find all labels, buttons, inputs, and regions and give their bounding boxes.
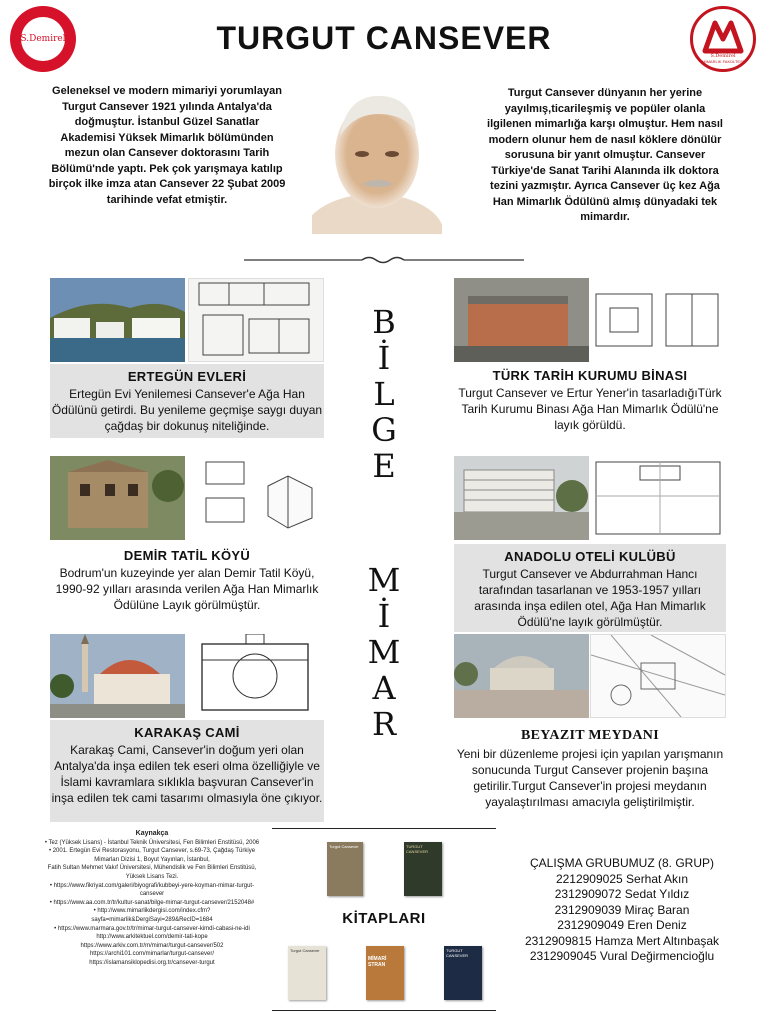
- ertegun-text: Ertegün Evi Yenilemesi Cansever'e Ağa Han Ödülünü getirdi. Bu yenileme geçmişe saygı duyan çağdaş bir dokunuş niteliğinde.: [51, 387, 323, 433]
- book-label: Turgut Cansever: [329, 844, 359, 849]
- karakas-photo: [50, 634, 185, 718]
- anadolu-title: ANADOLU OTELİ KULÜBÜ: [504, 549, 676, 564]
- books-top-rule: [272, 828, 496, 829]
- reference-item: http://www.arkitektuel.com/demir-tati-kope: [96, 934, 208, 941]
- karakas-plan: [188, 634, 324, 718]
- beyazit-block: [454, 728, 726, 810]
- references: [40, 830, 264, 968]
- intro-right: Turgut Cansever dünyanın her yerine yayılmış,ticarileşmiş ve popüler olanla ilgilenen mimarlığa karşı olmuştur. Hem nasıl modern olunur hem de nasıl köklere dönülür sorusuna bir yanıt olmuştur. Cansever Türkiye'de Sanat Tarihi Alanında ilk doktora tezini yazmıştır. Ayrıca Cansever üç kez Ağa Han Mimarlık Ödülünü almış dünyadaki tek mimardır.: [487, 87, 723, 223]
- anadolu-panel: [454, 544, 726, 632]
- faculty-logo: [690, 6, 756, 72]
- ttk-title: TÜRK TARİH KURUMU BİNASI: [492, 368, 688, 383]
- book-label: TURGUT CANSEVER: [446, 948, 469, 958]
- faculty-logo-icon: [693, 9, 753, 69]
- book-cover: [404, 842, 442, 896]
- book-cover: [327, 842, 363, 896]
- books-heading: KİTAPLARI: [342, 910, 426, 927]
- anadolu-photo: [454, 456, 589, 540]
- ertegun-photo: [50, 278, 185, 362]
- ertegun-panel: [50, 364, 324, 438]
- anadolu-plan: [590, 456, 726, 540]
- vertical-letter: L: [373, 375, 395, 413]
- book-cover: [444, 946, 482, 1000]
- university-logo-center: [21, 17, 65, 61]
- university-logo-text: S.Demirel: [20, 34, 66, 44]
- beyazit-title: BEYAZIT MEYDANI: [521, 728, 659, 743]
- group-member: 2312909815 Hamza Mert Altınbaşak: [524, 933, 720, 948]
- vertical-letter: M: [367, 633, 401, 671]
- book-label: TURGUT CANSEVER: [406, 844, 429, 854]
- beyazit-plan: [590, 634, 726, 718]
- reference-item: Fatih Sultan Mehmet Vakıf Üniversitesi, Mühendislik ve Fen Bilimleri Enstitüsü, Yüksek Lisans Tezi.: [47, 865, 257, 880]
- vertical-letter: İ: [377, 339, 391, 377]
- reference-item: https://islamansiklopedisi.org.tr/cansever-turgut: [89, 959, 215, 966]
- demir-block: [50, 548, 324, 613]
- demir-text: Bodrum'un kuzeyinde yer alan Demir Tatil Köyü, 1990-92 yılları arasında verilen Ağa Han Mimarlık Ödülüne Layık görülmüştür.: [55, 566, 319, 612]
- group-member: 2312909045 Vural Değirmencioğlu: [529, 949, 715, 963]
- ttk-block: [454, 368, 726, 433]
- group-title: ÇALIŞMA GRUBUMUZ (8. GRUP): [529, 856, 715, 870]
- ertegun-title: ERTEGÜN EVLERİ: [127, 369, 247, 384]
- demir-plan: [188, 456, 324, 540]
- intro-left: Geleneksel ve modern mimariyi yorumlayan Turgut Cansever 1921 yılında Antalya'da doğmuştur. İstanbul Güzel Sanatlar Akademisi Yüksek Mimarlık bölümünden mezun olan Cansever doktorasını Tarih Bölümü'nde yaptı. Pek çok yarışmaya katılıp birçok ilke imza atan Cansever 22 Şubat 2009 tarihinde vefat etmiştir.: [48, 85, 286, 206]
- vertical-letter: G: [371, 411, 397, 449]
- vertical-letter: İ: [377, 597, 391, 635]
- books-bottom-rule: [272, 1010, 496, 1011]
- group-member: 2312909049 Eren Deniz: [557, 918, 687, 932]
- vertical-letter: M: [367, 561, 401, 599]
- faculty-logo-caption: MİMARLIK FAKÜLTESİ: [702, 59, 744, 64]
- demir-title: DEMİR TATİL KÖYÜ: [123, 548, 251, 563]
- vertical-letter: R: [371, 705, 397, 743]
- book-cover: [288, 946, 326, 1000]
- vertical-letter: E: [372, 447, 396, 485]
- portrait-photo: [312, 84, 442, 234]
- reference-item: • https://www.fikriyat.com/galeri/biyografi/kubbeyi-yere-koyman-mimar-turgut-cansever: [49, 882, 255, 898]
- anadolu-text: Turgut Cansever ve Abdurrahman Hancı tarafından tasarlanan ve 1953-1957 yılları arasında inşa edilen otel, Ağa Han Mimarlık Ödülü'ne layık görülmüştür.: [474, 567, 706, 629]
- vertical-word-bilge: [360, 304, 408, 484]
- reference-item: • https://www.aa.com.tr/tr/kultur-sanat/bilge-mimar-turgut-cansever/2152048#: [49, 899, 255, 906]
- book-label: Turgut Cansever: [290, 948, 320, 953]
- reference-item: https://www.arkiv.com.tr/m/mimar/turgut-cansever/502: [80, 942, 224, 949]
- group-member: 2312909039 Miraç Baran: [554, 902, 690, 917]
- group-member: 2312909072 Sedat Yıldız: [554, 887, 690, 901]
- page-title: TURGUT CANSEVER: [216, 20, 552, 56]
- ertegun-plan: [188, 278, 324, 362]
- vertical-letter: A: [372, 669, 396, 707]
- book-cover: [366, 946, 404, 1000]
- beyazit-text: Yeni bir düzenleme projesi için yapılan yarışmanın sonucunda Turgut Cansever projenin başına getirilir.Turgut Cansever'in projesi meydanın yayalaştırılması amacıyla geliştirilmiştir.: [456, 747, 724, 809]
- ttk-plan: [590, 278, 726, 362]
- reference-item: • http://www.mimarlikdergisi.com/index.cfm?sayfa=mimarlik&DergiSayi=289&RecID=1684: [91, 908, 213, 923]
- references-title: Kaynakça: [135, 830, 169, 837]
- university-logo: [10, 6, 76, 72]
- vertical-letter: B: [372, 303, 396, 341]
- karakas-title: KARAKAŞ CAMİ: [134, 725, 240, 740]
- ttk-photo: [454, 278, 589, 362]
- book-label: MİMARİ STRAN: [368, 956, 387, 968]
- karakas-text: Karakaş Cami, Cansever'in doğum yeri olan Antalya'da inşa edilen tek eseri olma özelliğiyle ve İslami kavramlara sıklıkla başvuran Cansever'in inşa edilen tek cami tasarımı olmasıyla öne çıkıyor.: [51, 743, 323, 805]
- beyazit-photo: [454, 634, 589, 718]
- group-member: 2212909025 Serhat Akın: [555, 871, 689, 886]
- ornament-divider: [244, 252, 524, 254]
- faculty-logo-text: S.Demirel: [710, 53, 736, 59]
- vertical-word-mimar: [360, 562, 408, 742]
- demir-photo: [50, 456, 185, 540]
- reference-item: • Tez (Yüksek Lisans) - İstanbul Teknik Üniversitesi, Fen Bilimleri Enstitüsü, 2006: [44, 839, 260, 846]
- reference-item: • 2001. Ertegün Evi Restorasyonu, Turgut Cansever, s.69-73, Çağdaş Türkiye Mimarları Dizisi 1, Boyut Yayınları, İstanbul,: [48, 848, 256, 863]
- reference-item: • https://www.marmara.gov.tr/tr/mimar-turgut-cansever-kimdi-cabasi-ne-idi: [54, 925, 250, 932]
- ttk-text: Turgut Cansever ve Ertur Yener'in tasarladığıTürk Tarih Kurumu Binası Ağa Han Mimarlık Ödülü'ne layık görüldü.: [458, 386, 722, 432]
- group-block: [506, 856, 738, 965]
- karakas-panel: [50, 720, 324, 822]
- reference-item: https://archi101.com/mimarlar/turgut-cansever/: [89, 951, 215, 958]
